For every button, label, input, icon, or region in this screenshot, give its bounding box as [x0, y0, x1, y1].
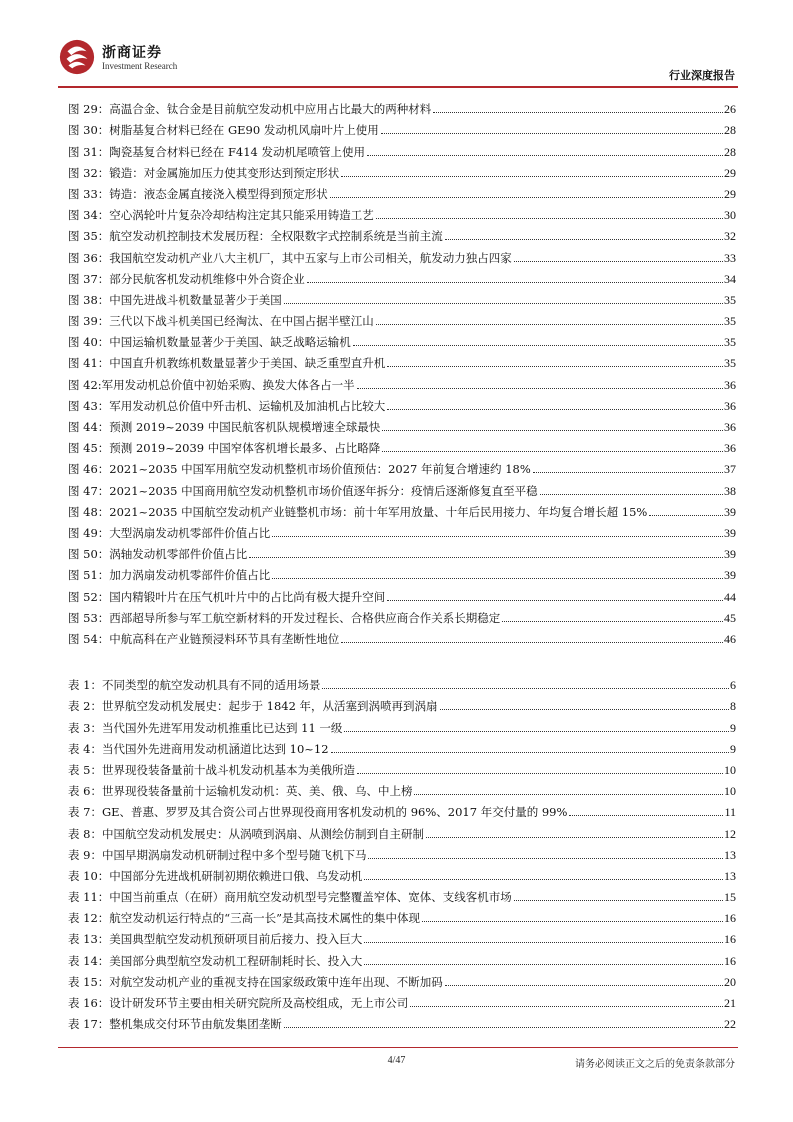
figure-entry-page: 36 — [724, 377, 736, 392]
figure-entry-label: 图 54：中航高科在产业链预浸料环节具有垄断性地位 — [68, 631, 340, 646]
figure-entry[interactable] — [68, 435, 736, 456]
dot-leader — [382, 451, 723, 452]
table-entry-label: 表 2：世界航空发动机发展史：起步于 1842 年，从活塞到涡喷再到涡扇 — [68, 699, 438, 714]
dot-leader — [387, 366, 723, 367]
figure-entry[interactable] — [68, 308, 736, 329]
figure-entry-label: 图 45：预测 2019~2039 中国窄体客机增长最多、占比略降 — [68, 441, 381, 456]
table-entry-page: 10 — [724, 784, 736, 799]
dot-leader — [445, 985, 723, 986]
dot-leader — [368, 858, 723, 859]
dot-leader — [322, 688, 729, 689]
table-entry-page: 10 — [724, 762, 736, 777]
report-type-label: 行业深度报告 — [669, 69, 735, 82]
logo-chinese-text: 浙商证券 — [102, 45, 162, 61]
company-logo — [58, 38, 178, 78]
dot-leader — [376, 218, 723, 219]
table-entry-label: 表 12：航空发动机运行特点的“三高一长”是其高技术属性的集中体现 — [68, 911, 421, 926]
disclaimer-text: 请务必阅读正文之后的免责条款部分 — [575, 1059, 735, 1070]
figure-entry-label: 图 41：中国直升机教练机数量显著少于美国、缺乏重型直升机 — [68, 356, 386, 371]
figure-entry-label: 图 38：中国先进战斗机数量显著少于美国 — [68, 292, 282, 307]
figure-entry-label: 图 40：中国运输机数量显著少于美国、缺乏战略运输机 — [68, 335, 351, 350]
dot-leader — [307, 282, 723, 283]
dot-leader — [357, 773, 723, 774]
figure-entry-page: 35 — [724, 292, 736, 307]
figure-entry-page: 28 — [724, 144, 736, 159]
figure-entry-page: 39 — [724, 547, 736, 562]
figure-entry[interactable] — [68, 414, 736, 435]
figure-entry-page: 36 — [724, 398, 736, 413]
table-entry[interactable] — [68, 905, 736, 926]
table-entry[interactable] — [68, 926, 736, 947]
figure-entry-label: 图 47：2021~2035 中国商用航空发动机整机市场价值逐年拆分：疫情后逐渐修复直至平稳 — [68, 483, 538, 498]
figure-entry-page: 35 — [724, 335, 736, 350]
dot-leader — [357, 388, 723, 389]
figure-entry[interactable] — [68, 626, 736, 647]
table-entry[interactable] — [68, 672, 736, 693]
figure-entry[interactable] — [68, 562, 736, 583]
figure-entry[interactable] — [68, 138, 736, 159]
logo-english-text: Investment Research — [102, 61, 178, 71]
figure-entry[interactable] — [68, 329, 736, 350]
table-entry[interactable] — [68, 969, 736, 990]
figure-entry-page: 35 — [724, 356, 736, 371]
table-entry[interactable] — [68, 714, 736, 735]
table-entry-page: 9 — [730, 741, 736, 756]
figure-entry[interactable] — [68, 266, 736, 287]
figure-entry-label: 图 46：2021~2035 中国军用航空发动机整机市场价值预估：2027 年前复合增速约 18% — [68, 462, 531, 477]
table-entry-label: 表 17：整机集成交付环节由航发集团垄断 — [68, 1017, 282, 1032]
table-entry[interactable] — [68, 947, 736, 968]
dot-leader — [533, 472, 723, 473]
figure-entry-page: 37 — [724, 462, 736, 477]
figure-entry[interactable] — [68, 541, 736, 562]
dot-leader — [514, 261, 723, 262]
figure-entry-page: 36 — [724, 441, 736, 456]
table-entry-page: 16 — [724, 911, 736, 926]
dot-leader — [344, 731, 729, 732]
figure-entry[interactable] — [68, 96, 736, 117]
dot-leader — [364, 879, 723, 880]
table-index-list — [68, 672, 736, 1032]
table-entry-label: 表 6：世界现役装备量前十运输机发动机：英、美、俄、乌、中上榜 — [68, 784, 413, 799]
figure-entry-label: 图 50：涡轴发动机零部件价值占比 — [68, 547, 248, 562]
table-entry[interactable] — [68, 757, 736, 778]
table-entry-label: 表 10：中国部分先进战机研制初期依赖进口俄、乌发动机 — [68, 868, 363, 883]
table-entry-label: 表 3：当代国外先进军用发动机推重比已达到 11 一级 — [68, 720, 343, 735]
figure-entry-page: 28 — [724, 123, 736, 138]
dot-leader — [364, 942, 723, 943]
table-entry-label: 表 4：当代国外先进商用发动机涵道比达到 10~12 — [68, 741, 329, 756]
table-entry[interactable] — [68, 778, 736, 799]
dot-leader — [284, 303, 723, 304]
table-entry-label: 表 11：中国当前重点（在研）商用航空发动机型号完整覆盖窄体、宽体、支线客机市场 — [68, 890, 512, 905]
table-entry-label: 表 5：世界现役装备量前十战斗机发动机基本为美俄所造 — [68, 762, 355, 777]
dot-leader — [387, 409, 723, 410]
figure-entry-label: 图 39：三代以下战斗机美国已经淘汰、在中国占据半壁江山 — [68, 314, 374, 329]
figure-entry-page: 34 — [724, 271, 736, 286]
table-entry-page: 8 — [730, 699, 736, 714]
figure-entry-label: 图 48：2021~2035 中国航空发动机产业链整机市场：前十年军用放量、十年后民用接力、年均复合增长超 15% — [68, 504, 648, 519]
figure-entry[interactable] — [68, 583, 736, 604]
figure-entry[interactable] — [68, 477, 736, 498]
figure-entry[interactable] — [68, 117, 736, 138]
dot-leader — [440, 709, 729, 710]
dot-leader — [367, 155, 723, 156]
dot-leader — [341, 176, 723, 177]
figure-entry[interactable] — [68, 499, 736, 520]
dot-leader — [422, 921, 723, 922]
dot-leader — [382, 430, 723, 431]
dot-leader — [272, 578, 723, 579]
table-entry-page: 9 — [730, 720, 736, 735]
header-divider — [58, 86, 738, 88]
dot-leader — [330, 197, 723, 198]
figure-entry-page: 30 — [724, 208, 736, 223]
figure-entry-label: 图 43：军用发动机总价值中歼击机、运输机及加油机占比较大 — [68, 398, 386, 413]
table-entry-page: 16 — [724, 932, 736, 947]
dot-leader — [249, 557, 723, 558]
figure-entry-label: 图 36：我国航空发动机产业八大主机厂，其中五家与上市公司相关，航发动力独占四家 — [68, 250, 512, 265]
figure-entry-label: 图 37：部分民航客机发动机维修中外合资企业 — [68, 271, 305, 286]
figure-entry[interactable] — [68, 244, 736, 265]
dot-leader — [569, 815, 723, 816]
figure-entry-page: 39 — [724, 525, 736, 540]
figure-entry-page: 39 — [724, 504, 736, 519]
dot-leader — [445, 239, 723, 240]
figure-entry-page: 39 — [724, 568, 736, 583]
figure-entry[interactable] — [68, 202, 736, 223]
figure-entry-page: 35 — [724, 314, 736, 329]
table-entry-page: 12 — [724, 826, 736, 841]
dot-leader — [649, 515, 723, 516]
figure-entry-page: 29 — [724, 186, 736, 201]
figure-entry-page: 33 — [724, 250, 736, 265]
figure-entry-label: 图 52：国内精锻叶片在压气机叶片中的占比尚有极大提升空间 — [68, 589, 386, 604]
dot-leader — [414, 794, 723, 795]
dot-leader — [272, 536, 723, 537]
dot-leader — [331, 752, 729, 753]
figure-entry-label: 图 51：加力涡扇发动机零部件价值占比 — [68, 568, 271, 583]
table-entry-label: 表 13：美国典型航空发动机预研项目前后接力、投入巨大 — [68, 932, 363, 947]
table-entry[interactable] — [68, 799, 736, 820]
figure-entry[interactable] — [68, 223, 736, 244]
figure-entry[interactable] — [68, 371, 736, 392]
dot-leader — [284, 1027, 723, 1028]
dot-leader — [381, 133, 723, 134]
dot-leader — [433, 112, 723, 113]
figure-entry-page: 46 — [724, 631, 736, 646]
figure-entry-page: 44 — [724, 589, 736, 604]
table-entry-label: 表 14：美国部分典型航空发动机工程研制耗时长、投入大 — [68, 953, 363, 968]
table-entry-page: 13 — [724, 847, 736, 862]
figure-entry-page: 38 — [724, 483, 736, 498]
figure-entry-page: 29 — [724, 165, 736, 180]
figure-entry-label: 图 32：锻造：对金属施加压力使其变形达到预定形状 — [68, 165, 340, 180]
figure-entry[interactable] — [68, 350, 736, 371]
table-entry[interactable] — [68, 842, 736, 863]
figure-entry[interactable] — [68, 393, 736, 414]
figure-entry-page: 26 — [724, 102, 736, 117]
figure-entry-page: 45 — [724, 610, 736, 625]
table-entry[interactable] — [68, 693, 736, 714]
figure-index-list — [68, 96, 736, 647]
figure-entry-label: 图 35：航空发动机控制技术发展历程：全权限数字式控制系统是当前主流 — [68, 229, 443, 244]
dot-leader — [364, 964, 723, 965]
figure-entry-label: 图 31：陶瓷基复合材料已经在 F414 发动机尾喷管上使用 — [68, 144, 366, 159]
table-entry-page: 16 — [724, 953, 736, 968]
table-entry-label: 表 7：GE、普惠、罗罗及其合资公司占世界现役商用客机发动机的 96%、2017 年交付量的 99% — [68, 805, 568, 820]
table-entry[interactable] — [68, 863, 736, 884]
table-entry-page: 15 — [724, 890, 736, 905]
footer-divider — [58, 1047, 738, 1048]
figure-entry-label: 图 42:军用发动机总价值中初始采购、换发大体各占一半 — [68, 377, 355, 392]
figure-entry-label: 图 29：高温合金、钛合金是目前航空发动机中应用占比最大的两种材料 — [68, 102, 432, 117]
table-entry-label: 表 16：设计研发环节主要由相关研究院所及高校组成，无上市公司 — [68, 996, 409, 1010]
table-entry[interactable] — [68, 1011, 736, 1032]
table-entry-label: 表 1：不同类型的航空发动机具有不同的适用场景 — [68, 678, 321, 693]
table-entry-label: 表 9：中国早期涡扇发动机研制过程中多个型号随飞机下马 — [68, 847, 367, 862]
figure-entry-label: 图 53：西部超导所参与军工航空新材料的开发过程长、合格供应商合作关系长期稳定 — [68, 610, 501, 625]
figure-entry[interactable] — [68, 160, 736, 181]
figure-entry[interactable] — [68, 520, 736, 541]
dot-leader — [502, 621, 723, 622]
dot-leader — [410, 1006, 723, 1007]
table-entry[interactable] — [68, 884, 736, 905]
figure-entry-page: 32 — [724, 229, 736, 244]
table-entry-label: 表 15：对航空发动机产业的重视支持在国家级政策中连年出现、不断加码 — [68, 974, 443, 989]
dot-leader — [426, 837, 723, 838]
table-entry-page: 11 — [724, 805, 736, 820]
figure-entry-label: 图 30：树脂基复合材料已经在 GE90 发动机风扇叶片上使用 — [68, 123, 379, 138]
figure-entry-label: 图 34：空心涡轮叶片复杂冷却结构注定其只能采用铸造工艺 — [68, 208, 374, 223]
dot-leader — [540, 494, 723, 495]
table-entry[interactable] — [68, 990, 736, 1011]
figure-entry[interactable] — [68, 605, 736, 626]
figure-entry[interactable] — [68, 181, 736, 202]
table-entry-page: 22 — [724, 1017, 736, 1032]
page-number: 4/47 — [387, 1055, 406, 1066]
table-entry-page: 13 — [724, 868, 736, 883]
dot-leader — [387, 600, 723, 601]
figure-entry[interactable] — [68, 287, 736, 308]
dot-leader — [341, 642, 723, 643]
dot-leader — [353, 345, 723, 346]
table-entry-page: 6 — [730, 678, 736, 693]
figure-entry-label: 图 44：预测 2019~2039 中国民航客机队规模增速全球最快 — [68, 420, 381, 434]
table-entry-page: 21 — [724, 996, 736, 1010]
zheshang-logo-icon — [58, 38, 96, 76]
figure-entry-label: 图 33：铸造：液态金属直接浇入模型得到预定形状 — [68, 186, 328, 201]
table-entry-label: 表 8：中国航空发动机发展史：从涡喷到涡扇、从测绘仿制到自主研制 — [68, 826, 424, 841]
table-entry[interactable] — [68, 736, 736, 757]
figure-entry[interactable] — [68, 456, 736, 477]
table-entry-page: 20 — [724, 974, 736, 989]
figure-entry-page: 36 — [724, 420, 736, 434]
figure-entry-label: 图 49：大型涡扇发动机零部件价值占比 — [68, 525, 271, 540]
table-entry[interactable] — [68, 820, 736, 841]
dot-leader — [376, 324, 723, 325]
dot-leader — [514, 900, 723, 901]
